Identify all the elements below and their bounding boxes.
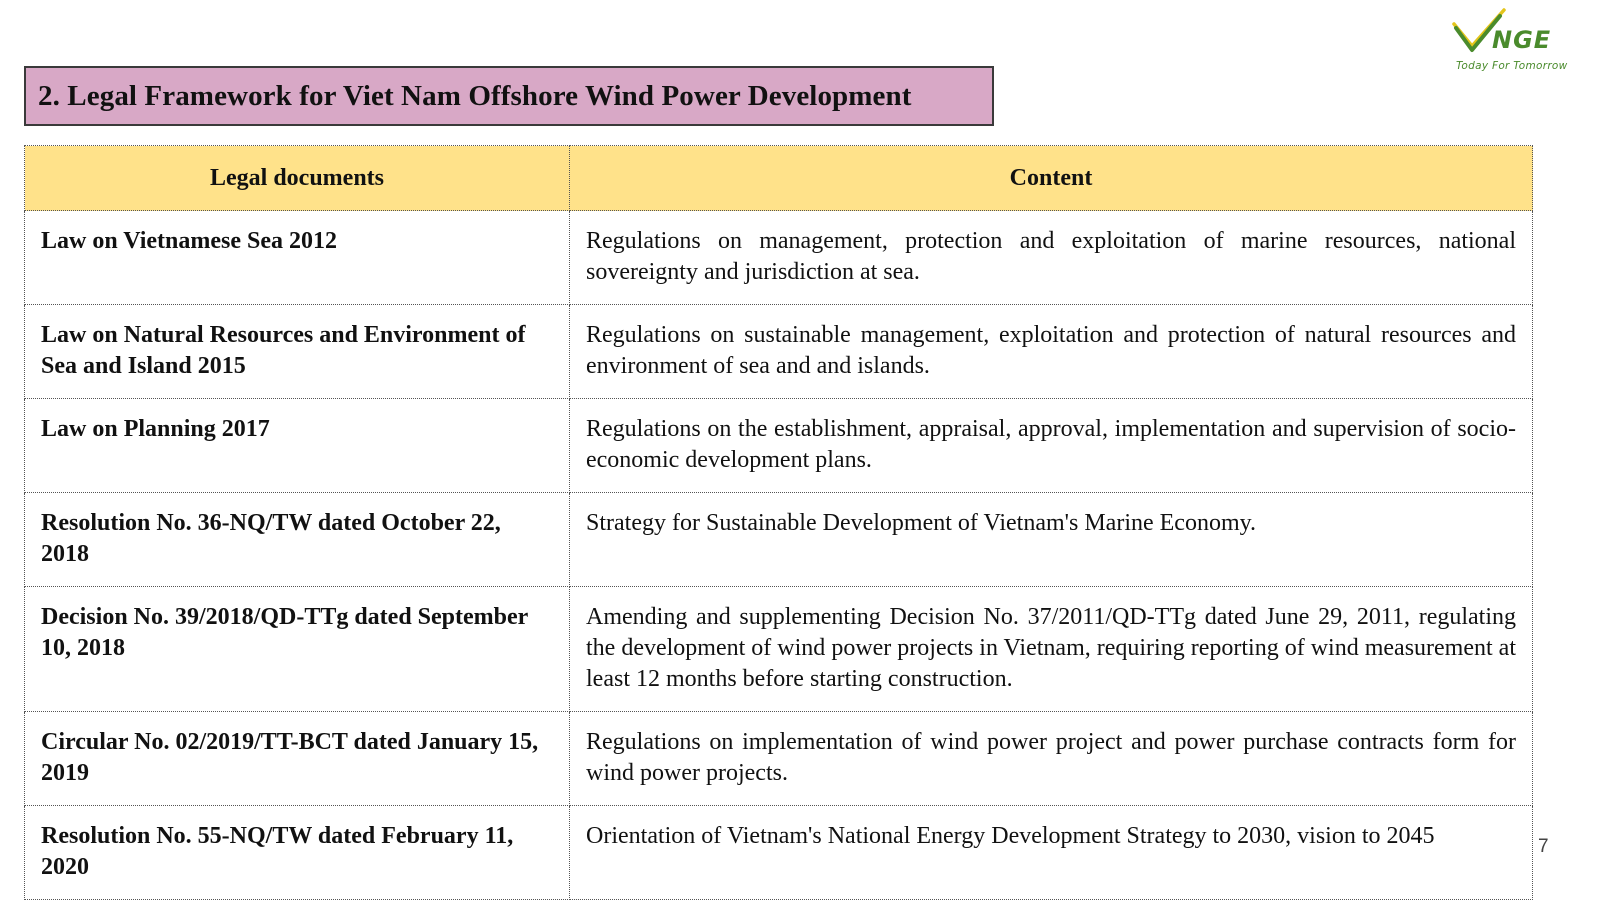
document-cell: Resolution No. 55-NQ/TW dated February 11, 2020 [25,806,570,900]
table-header-row [25,146,1533,211]
slide-title: 2. Legal Framework for Viet Nam Offshore Wind Power Development [38,79,912,112]
header-legal-documents: Legal documents [25,146,570,211]
document-cell: Circular No. 02/2019/TT-BCT dated January 15, 2019 [25,712,570,806]
header-content: Content [570,146,1533,211]
table-row [25,806,1533,900]
svg-text:NGE: NGE [1492,26,1552,54]
page-number: 7 [1538,836,1549,857]
content-cell: Amending and supplementing Decision No. 37/2011/QD-TTg dated June 29, 2011, regulating the development of wind power projects in Vietnam, requiring reporting of wind measurement at least 12 months before starting construction. [570,587,1533,712]
content-cell: Orientation of Vietnam's National Energy Development Strategy to 2030, vision to 2045 [570,806,1533,900]
content-cell: Regulations on management, protection and exploitation of marine resources, national sovereignty and jurisdiction at sea. [570,211,1533,305]
content-cell: Strategy for Sustainable Development of Vietnam's Marine Economy. [570,493,1533,587]
vnge-logo-mark [1452,6,1592,56]
logo-tagline: Today For Tomorrow [1456,60,1568,72]
legal-framework-table [24,145,1533,900]
table-row [25,587,1533,712]
table-row [25,399,1533,493]
content-cell: Regulations on implementation of wind power project and power purchase contracts form for wind power projects. [570,712,1533,806]
document-cell: Law on Planning 2017 [25,399,570,493]
table-row [25,305,1533,399]
document-cell: Law on Natural Resources and Environment of Sea and Island 2015 [25,305,570,399]
content-cell: Regulations on the establishment, appraisal, approval, implementation and supervision of socio-economic development plans. [570,399,1533,493]
table-row [25,211,1533,305]
document-cell: Law on Vietnamese Sea 2012 [25,211,570,305]
document-cell: Resolution No. 36-NQ/TW dated October 22, 2018 [25,493,570,587]
table-row [25,493,1533,587]
vnge-logo [1452,6,1592,76]
table-row [25,712,1533,806]
document-cell: Decision No. 39/2018/QD-TTg dated September 10, 2018 [25,587,570,712]
content-cell: Regulations on sustainable management, exploitation and protection of natural resources and environment of sea and and islands. [570,305,1533,399]
slide-title-box [24,66,994,126]
